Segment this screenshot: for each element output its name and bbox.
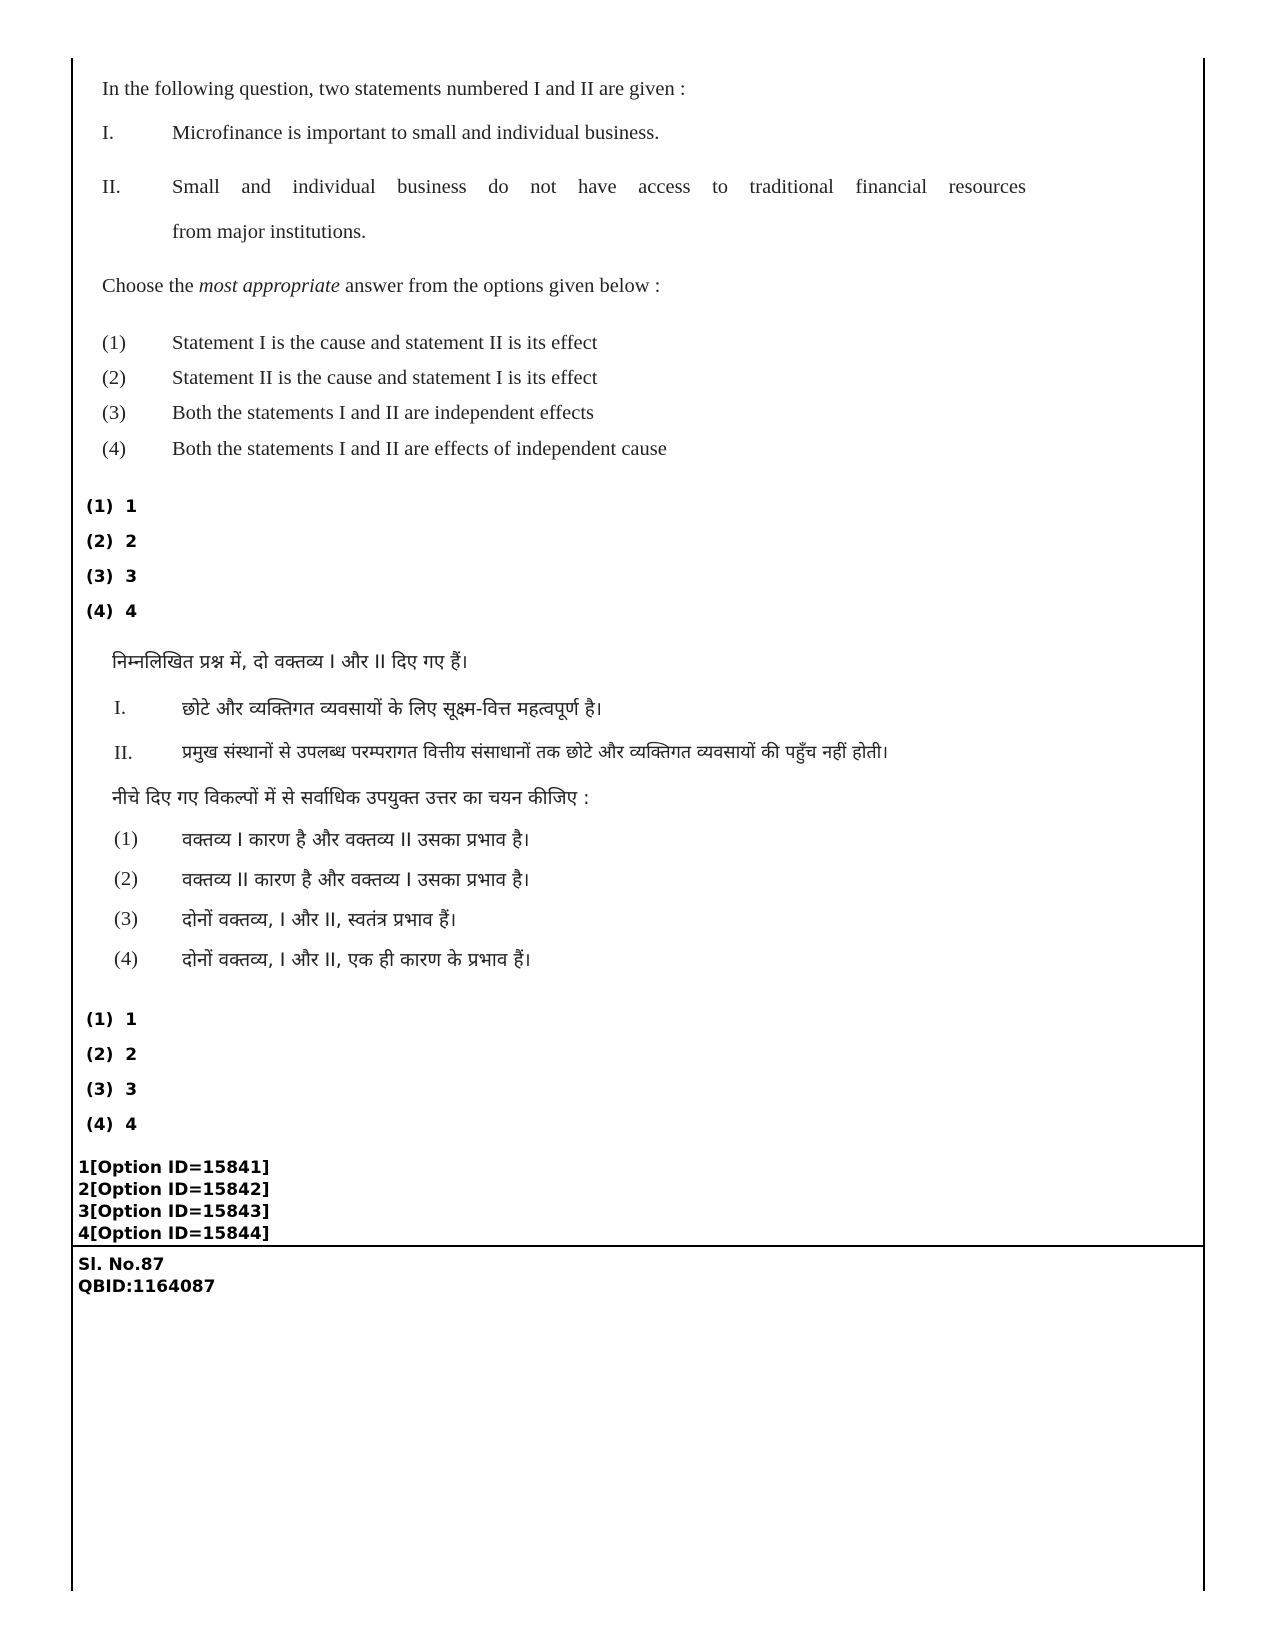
english-intro: In the following question, two statements numbered I and II are given :	[102, 78, 686, 100]
english-statement-1-text: Microfinance is important to small and individual business.	[172, 122, 660, 144]
hindi-option-3-text: दोनों वक्तव्य, I और II, स्वतंत्र प्रभाव हैं।	[182, 909, 457, 931]
hindi-option-4-num: (4)	[114, 948, 138, 970]
hindi-option-4-text: दोनों वक्तव्य, I और II, एक ही कारण के प्रभाव हैं।	[182, 949, 531, 971]
answer-choice-hi-2[interactable]: (2) 2	[86, 1045, 138, 1065]
hindi-option-1-num: (1)	[114, 828, 138, 850]
english-statement-2-line2: from major institutions.	[172, 221, 367, 243]
hindi-option-3-num: (3)	[114, 908, 138, 930]
answer-choice-en-1[interactable]: (1) 1	[86, 497, 138, 517]
hindi-statement-2-numeral: II.	[114, 742, 133, 764]
english-option-3-num: (3)	[102, 402, 126, 424]
left-border	[71, 58, 73, 1591]
answer-choice-en-3[interactable]: (3) 3	[86, 567, 138, 587]
option-id-3: 3[Option ID=15843]	[78, 1202, 270, 1222]
english-option-1-text: Statement I is the cause and statement II is its effect	[172, 332, 598, 354]
english-option-4-num: (4)	[102, 438, 126, 460]
emphasis-text: most appropriate	[198, 275, 340, 297]
english-choose-instruction: Choose the most appropriate answer from the options given below :	[102, 275, 661, 297]
serial-number: Sl. No.87	[78, 1255, 165, 1275]
hindi-option-2-text: वक्तव्य II कारण है और वक्तव्य I उसका प्रभाव है।	[182, 869, 530, 891]
english-option-4-text: Both the statements I and II are effects of independent cause	[172, 438, 667, 460]
option-id-1: 1[Option ID=15841]	[78, 1158, 270, 1178]
answer-choice-en-2[interactable]: (2) 2	[86, 532, 138, 552]
right-border	[1203, 58, 1205, 1591]
english-option-2-num: (2)	[102, 367, 126, 389]
english-option-2-text: Statement II is the cause and statement I is its effect	[172, 367, 598, 389]
hindi-option-2-num: (2)	[114, 868, 138, 890]
english-statement-2-numeral: II.	[102, 176, 121, 198]
option-id-4: 4[Option ID=15844]	[78, 1224, 270, 1244]
hindi-intro: निम्नलिखित प्रश्न में, दो वक्तव्य I और II दिए गए हैं।	[112, 651, 468, 673]
answer-choice-en-4[interactable]: (4) 4	[86, 602, 138, 622]
english-statement-1-numeral: I.	[102, 122, 114, 144]
hindi-choose-instruction: नीचे दिए गए विकल्पों में से सर्वाधिक उपयुक्त उत्तर का चयन कीजिए :	[112, 787, 590, 809]
hindi-statement-1-text: छोटे और व्यक्तिगत व्यवसायों के लिए सूक्ष्म-वित्त महत्वपूर्ण है।	[182, 698, 603, 720]
question-divider	[71, 1245, 1205, 1247]
option-id-2: 2[Option ID=15842]	[78, 1180, 270, 1200]
hindi-statement-1-numeral: I.	[114, 697, 126, 719]
english-option-1-num: (1)	[102, 332, 126, 354]
hindi-statement-2-text: प्रमुख संस्थानों से उपलब्ध परम्परागत वित्तीय संसाधानों तक छोटे और व्यक्तिगत व्यवसायों की पहुँच नहीं होती।	[182, 742, 889, 763]
answer-choice-hi-4[interactable]: (4) 4	[86, 1115, 138, 1135]
english-option-3-text: Both the statements I and II are independent effects	[172, 402, 594, 424]
english-statement-2-line1: Small and individual business do not have access to traditional financial resources	[172, 176, 1026, 198]
answer-choice-hi-1[interactable]: (1) 1	[86, 1010, 138, 1030]
hindi-option-1-text: वक्तव्य I कारण है और वक्तव्य II उसका प्रभाव है।	[182, 829, 530, 851]
question-bank-id: QBID:1164087	[78, 1277, 216, 1297]
answer-choice-hi-3[interactable]: (3) 3	[86, 1080, 138, 1100]
